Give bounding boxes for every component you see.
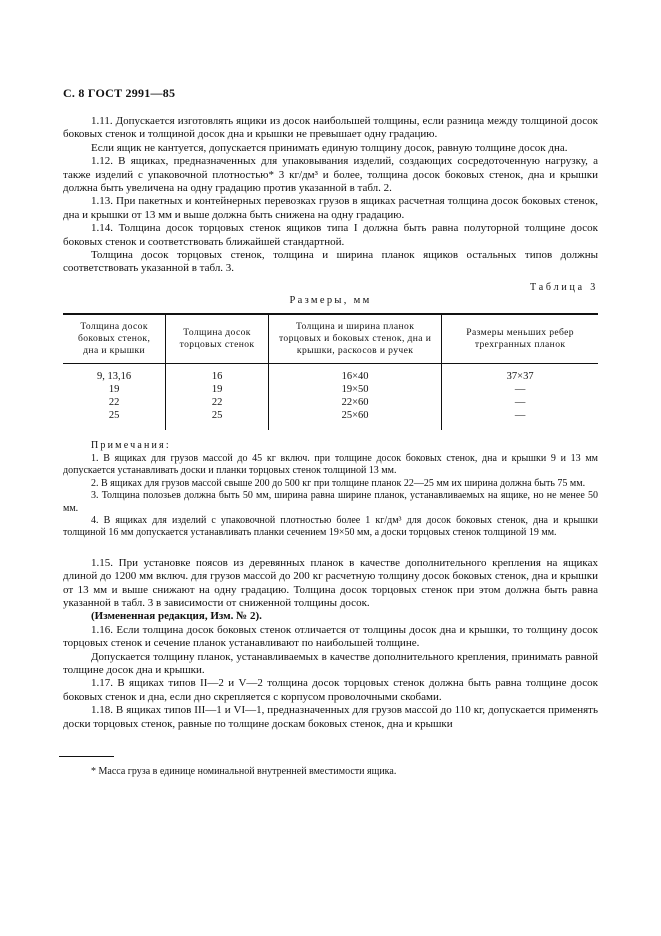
table-cell: 19 — [166, 383, 269, 396]
footnote-separator — [59, 756, 114, 757]
clause-1-13: 1.13. При пакетных и контейнерных перевозках грузов в ящиках расчетная толщина досок боковых стенок, дна и крышки от 13 мм и выше должна быть снижена на одну градацию. — [63, 195, 598, 221]
clause-1-14: 1.14. Толщина досок торцовых стенок ящиков типа I должна быть равна полуторной толщине досок боковых стенок и соответствовать ближайшей стандартной. — [63, 222, 598, 248]
clause-1-17: 1.17. В ящиках типов II—2 и V—2 толщина досок торцовых стенок должна быть равна толщине досок боковых стенок и дна, если дно скрепляется с корпусом проволочными скобами. — [63, 677, 598, 703]
table-cell: 37×37 — [442, 364, 598, 384]
table-cell: 22 — [108, 397, 120, 409]
table-cell: — — [442, 383, 598, 396]
notes-label: Примечания: — [91, 440, 171, 452]
clause-1-11-cont: Если ящик не кантуется, допускается принимать единую толщину досок, равную толщине досок дна. — [91, 141, 568, 154]
table-cell: 16×40 — [268, 364, 441, 384]
column-header: Толщина и ширина планок торцовых и боковых стенок, дна и крышки, раскосов и ручек — [268, 314, 441, 364]
table-cell: 9, 13,16 — [97, 371, 132, 383]
clause-1-16-cont: Допускается толщину планок, устанавливаемых в качестве дополнительного крепления, принимать равной толщине досок дна и крышки. — [63, 650, 598, 676]
table-cell: 25 — [108, 410, 120, 422]
clause-1-16: 1.16. Если толщина досок боковых стенок отличается от толщины досок дна и крышки, то толщину досок торцовых стенок и сечение планок устанавливают по наибольшей толщине. — [63, 623, 598, 650]
table-row — [63, 364, 598, 384]
table-header-row — [63, 314, 598, 364]
clause-1-18: 1.18. В ящиках типов III—1 и VI—1, предназначенных для грузов массой до 110 кг, допускается применять доски торцовых стенок, равные по толщине доскам боковых стенок, дна и крышки — [63, 704, 598, 730]
table-cell: 19×50 — [268, 383, 441, 396]
column-header: Толщина досок боковых стенок, дна и крышки — [63, 314, 166, 364]
note-2: 2. В ящиках для грузов массой свыше 200 до 500 кг при толщине планок 22—25 мм их ширина должна быть 75 мм. — [91, 477, 586, 489]
table-cell: 25 — [166, 409, 269, 430]
clause-1-15: 1.15. При установке поясов из деревянных планок в качестве дополнительного крепления на ящиках длиной до 1200 мм включ. для грузов массой до 200 кг расчетную толщину досок боковых стенок, дна и крышки от 13 мм и выше снижают на одну градацию. Толщина досок торцовых стенок при этом должна быть равна указанной в табл. 3 в зависимости от сниженной толщины досок. — [63, 556, 598, 609]
table-cell: 22×60 — [268, 396, 441, 409]
clause-1-11: 1.11. Допускается изготовлять ящики из досок наибольшей толщины, если разница между толщиной досок боковых стенок и толщиной досок дна и крышки не превышает одну градацию. — [63, 115, 598, 141]
page-header: С. 8 ГОСТ 2991—85 — [63, 86, 176, 100]
table-cell: 25×60 — [268, 409, 441, 430]
note-1: 1. В ящиках для грузов массой до 45 кг включ. при толщине досок боковых стенок, дна и крышки 9 и 13 мм допускается устанавливать доски и планки торцовых стенок толщиной 13 мм. — [63, 452, 598, 477]
table-label: Таблица 3 — [530, 281, 598, 293]
clauses-before-table — [63, 115, 598, 276]
revision-note: (Измененная редакция, Изм. № 2). — [91, 610, 262, 623]
clauses-after-table — [63, 557, 598, 731]
table-cell: 22 — [166, 396, 269, 409]
table-row — [63, 383, 598, 396]
table-cell: — — [442, 396, 598, 409]
note-3: 3. Толщина полозьев должна быть 50 мм, ширина равна ширине планок, устанавливаемых на ящике, но не менее 50 мм. — [63, 490, 598, 514]
table-notes — [63, 440, 598, 539]
column-header: Толщина досок торцовых стенок — [166, 314, 269, 364]
table-cell: 16 — [166, 364, 269, 384]
table-row — [63, 409, 598, 430]
column-header: Размеры меньших ребер трехгранных планок — [442, 314, 598, 364]
table-cell: — — [442, 409, 598, 430]
table-row — [63, 396, 598, 409]
note-4: 4. В ящиках для изделий с упаковочной плотностью более 1 кг/дм³ для досок боковых стенок, дна и крышки толщиной 16 мм допускается устанавливать планки сечением 19×50 мм, а доски торцовых стенок толщиной 19 мм. — [63, 514, 598, 539]
footnote — [63, 756, 598, 779]
table-cell: 19 — [108, 384, 120, 396]
footnote-text: * Масса груза в единице номинальной внутренней вместимости ящика. — [91, 766, 397, 778]
dimensions-table — [63, 313, 598, 431]
clause-1-14-cont: Толщина досок торцовых стенок, толщина и ширина планок ящиков остальных типов должны соответствовать указанной в табл. 3. — [63, 249, 598, 275]
clause-1-12: 1.12. В ящиках, предназначенных для упаковывания изделий, создающих сосредоточенную нагрузку, а также изделий с упаковочной плотностью* 3 кг/дм³ и более, толщина досок боковых стенок, дна и крышки должна быть увеличена на одну градацию против указанной в табл. 2. — [63, 155, 598, 195]
table-caption: Размеры, мм — [289, 294, 372, 306]
